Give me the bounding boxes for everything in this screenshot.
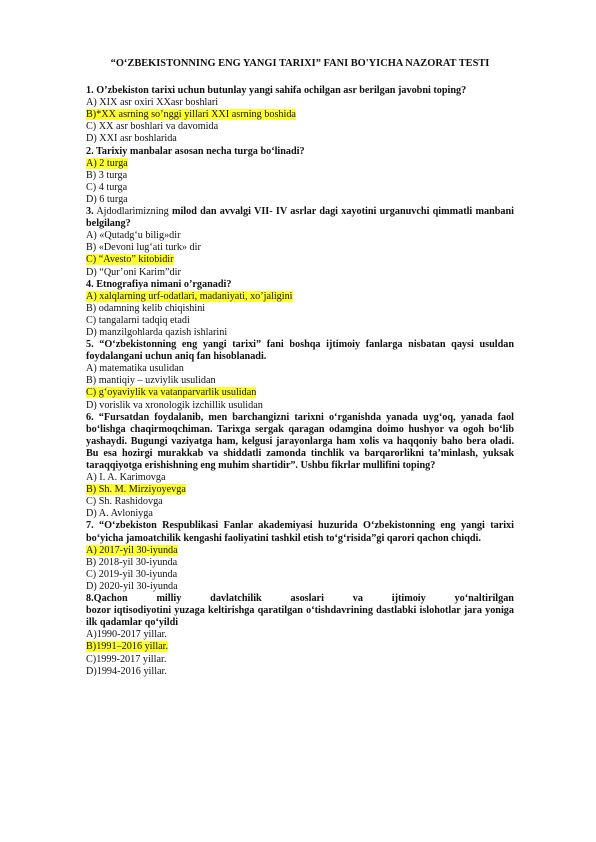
question-text: 1. O’zbekiston tarixi uchun butunlay yangi sahifa ochilgan asr berilgan javobni toping? <box>86 85 467 97</box>
question-first-line <box>86 593 514 605</box>
option-d: D) “Qur’oni Karim”dir <box>86 266 181 278</box>
question-2 <box>86 146 514 206</box>
question-text: 6. “Fursatdan foydalanib, men barchangizni tarixni o‘rganishda yanada uyg‘oq, yanada faol bo‘lishga chaqirmoqchiman. Tarixga sergak qaragan odamgina doimo hushyor va ogoh bo‘lib yashaydi. Bugungi vaziyatga ham, kelgusi jarayonlarga ham xolis va haqqoniy baho bera oladi. Bu esa hozirgi murakkab va shiddatli zamonda tinchlik va barqarorlikni ta’minlash, yuksak taraqqiyotga erishishning eng muhim shartidir”. Ushbu fikrlar mullifini toping? <box>86 411 514 471</box>
question-bold-text: milod dan avvalgi VII- IV asrlar dagi xayotini urganuvchi qimmatli manbani belgilang? <box>86 206 514 230</box>
question-number: 3. <box>86 206 94 218</box>
question-text: 4. Etnografiya nimani o’rganadi? <box>86 278 232 290</box>
option-a-correct: A) xalqlarning urf-odatlari, madaniyati, xo’jaligini <box>86 290 293 302</box>
option-c: C) XX asr boshlari va davomida <box>86 121 219 133</box>
question-word: ijtimoiy <box>391 593 426 605</box>
option-c-correct: C) “Avesto” kitobidir <box>86 254 174 266</box>
option-b: B) 3 turga <box>86 169 128 181</box>
test-document <box>86 58 514 678</box>
option-c: C) 4 turga <box>86 181 128 193</box>
option-a: A) I. A. Karimovga <box>86 472 166 484</box>
question-word: yo‘naltirilgan <box>454 593 514 605</box>
option-c: C)1999-2017 yillar. <box>86 653 167 665</box>
option-a: A) matematika usulidan <box>86 363 184 375</box>
question-text <box>86 206 514 230</box>
question-text: 2. Tarixiy manbalar asosan necha turga bo‘linadi? <box>86 145 305 157</box>
question-text: bozor iqtisodiyotini yuzaga keltirishga qaratilgan o‘tishdavrining dastlabki islohotlar jara yoniga ilk qadamlar qo‘yildi <box>86 605 514 629</box>
option-b: B) «Devoni lug‘ati turk» dir <box>86 242 201 254</box>
question-text: 7. “O‘zbekiston Respublikasi Fanlar akademiyasi huzurida O‘zbekistonning eng yangi tarixi bo‘yicha jamoatchilik kengashi faoliyatini tashkil etish to‘g‘risida”gi qarori qachon chiqdi. <box>86 520 514 544</box>
question-5 <box>86 339 514 412</box>
option-d: D) vorislik va xronologik izchillik usulidan <box>86 399 263 411</box>
option-a: A) «Qutadg‘u bilig»dir <box>86 230 181 242</box>
option-d: D) manzilgohlarda qazish ishlarini <box>86 326 228 338</box>
option-a-correct: A) 2017-yil 30-iyunda <box>86 544 178 556</box>
option-b-correct: B)*XX asrning so’nggi yillari XXI asrning boshida <box>86 109 296 121</box>
question-text: 5. “O‘zbekistonning eng yangi tarixi” fani boshqa ijtimoiy fanlarga nisbatan qaysi usuldan foydalangani uchun aniq fan hisoblanadi. <box>86 339 514 363</box>
option-d: D) A. Avloniyga <box>86 508 153 520</box>
question-3 <box>86 206 514 279</box>
question-word: milliy <box>156 593 182 605</box>
question-word: asoslari <box>290 593 324 605</box>
option-a-correct: A) 2 turga <box>86 157 128 169</box>
option-b-correct: B)1991–2016 yillar. <box>86 641 169 653</box>
option-d: D)1994-2016 yillar. <box>86 665 167 677</box>
option-c: C) Sh. Rashidovga <box>86 496 163 508</box>
question-6 <box>86 412 514 521</box>
question-word: davlatchilik <box>210 593 262 605</box>
option-c: C) 2019-yil 30-iyunda <box>86 568 178 580</box>
option-c-correct: C) g‘oyaviylik va vatanparvarlik usulidan <box>86 387 257 399</box>
option-a: A)1990-2017 yillar. <box>86 629 167 641</box>
question-plain-text: Ajdodlarimizning <box>93 206 172 218</box>
question-7 <box>86 520 514 593</box>
question-word: va <box>352 593 363 605</box>
option-a: A) XIX asr oxiri XXasr boshlari <box>86 97 219 109</box>
option-b-correct: B) Sh. M. Mirziyoyevga <box>86 484 186 496</box>
option-d: D) XXI asr boshlarida <box>86 133 177 145</box>
document-title: “O‘ZBEKISTONNING ENG YANGI TARIXI” FANI BO'YICHA NAZORAT TESTI <box>110 58 490 69</box>
option-d: D) 6 turga <box>86 193 128 205</box>
option-d: D) 2020-yil 30-iyunda <box>86 580 178 592</box>
option-b: B) mantiqiy – uzviylik usulidan <box>86 375 216 387</box>
question-8 <box>86 593 514 678</box>
option-c: C) tangalarni tadqiq etadi <box>86 314 190 326</box>
question-4 <box>86 279 514 339</box>
question-word: 8.Qachon <box>86 593 128 605</box>
question-1 <box>86 85 514 145</box>
option-b: B) 2018-yil 30-iyunda <box>86 556 178 568</box>
option-b: B) odamning kelib chiqishini <box>86 302 206 314</box>
